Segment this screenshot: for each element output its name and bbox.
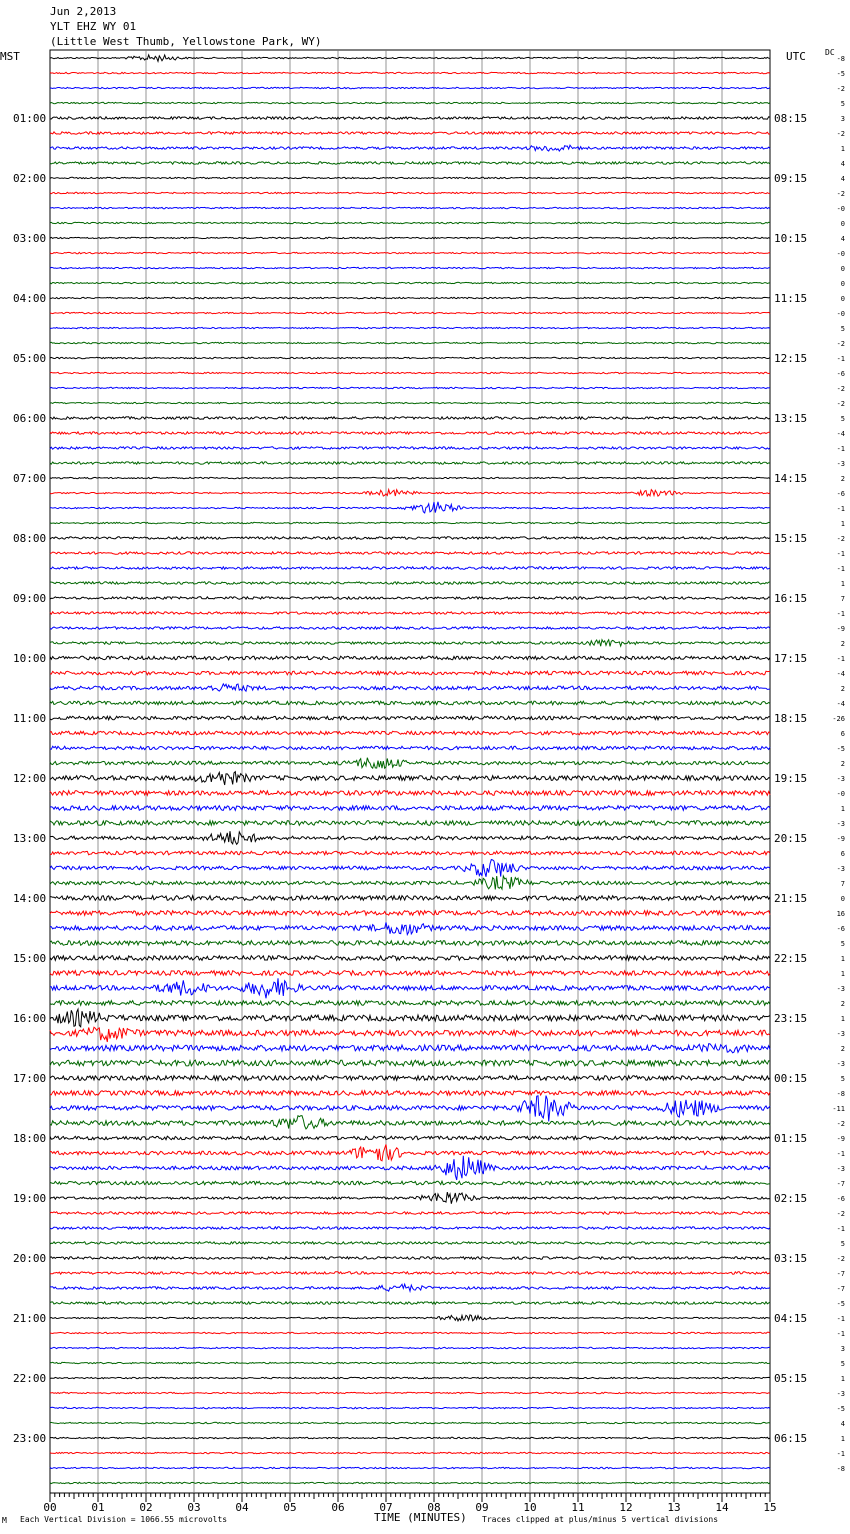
trace-line: [50, 342, 770, 343]
trace-line: [50, 1181, 770, 1185]
x-tick-label: 12: [619, 1501, 633, 1514]
trace-line: [50, 831, 770, 844]
dc-offset-label: -1: [836, 610, 845, 618]
dc-offset-label: 7: [840, 880, 845, 888]
x-tick-label: 03: [187, 1501, 201, 1514]
dc-offset-label: 0: [840, 895, 845, 903]
dc-offset-label: -1: [836, 565, 845, 573]
dc-offset-label: -3: [836, 1060, 845, 1068]
dc-offset-label: 5: [840, 415, 845, 423]
dc-offset-label: 4: [840, 160, 845, 168]
trace-line: [50, 327, 770, 328]
dc-offset-label: 1: [840, 805, 845, 813]
left-hour-label: 18:00: [13, 1132, 47, 1145]
dc-offset-label: -0: [836, 205, 845, 213]
left-hour-label: 15:00: [13, 952, 47, 965]
trace-line: [50, 1227, 770, 1229]
trace-line: [50, 552, 770, 554]
dc-offset-label: -5: [836, 745, 845, 753]
dc-offset-label: -3: [836, 1030, 845, 1038]
dc-offset-label: -3: [836, 460, 845, 468]
left-hour-label: 21:00: [13, 1312, 47, 1325]
dc-offset-label: -7: [836, 1180, 845, 1188]
dc-offset-label: -0: [836, 310, 845, 318]
dc-offset-label: -1: [836, 1315, 845, 1323]
trace-line: [50, 860, 770, 877]
right-hour-label: 20:15: [774, 832, 808, 845]
dc-offset-label: 3: [840, 115, 845, 123]
dc-offset-label: -8: [836, 1090, 845, 1098]
trace-line: [50, 612, 770, 614]
dc-offset-label: 0: [840, 295, 845, 303]
dc-offset-label: -1: [836, 445, 845, 453]
dc-offset-label: 3: [840, 1345, 845, 1353]
trace-line: [50, 490, 770, 497]
dc-offset-label: -11: [832, 1105, 845, 1113]
x-tick-label: 09: [475, 1501, 489, 1514]
trace-line: [50, 656, 770, 660]
trace-line: [50, 87, 770, 88]
trace-line: [50, 597, 770, 599]
dc-offset-label: 6: [840, 850, 845, 858]
dc-offset-label: -2: [836, 340, 845, 348]
x-tick-label: 06: [331, 1501, 345, 1514]
right-hour-label: 03:15: [774, 1252, 808, 1265]
dc-label: DC: [825, 48, 835, 57]
trace-line: [50, 1156, 770, 1180]
trace-line: [50, 1044, 770, 1053]
dc-offset-label: -4: [836, 700, 845, 708]
left-hour-label: 23:00: [13, 1432, 47, 1445]
right-hour-label: 01:15: [774, 1132, 808, 1145]
dc-offset-label: -6: [836, 370, 845, 378]
x-tick-label: 05: [283, 1501, 297, 1514]
left-hour-label: 14:00: [13, 892, 47, 905]
right-hour-label: 08:15: [774, 112, 808, 125]
dc-offset-label: -2: [836, 190, 845, 198]
trace-line: [50, 1212, 770, 1214]
dc-offset-label: -2: [836, 535, 845, 543]
dc-offset-label: -1: [836, 1225, 845, 1233]
dc-offset-label: -1: [836, 1330, 845, 1338]
trace-line: [50, 1001, 770, 1006]
dc-offset-label: 0: [840, 280, 845, 288]
left-hour-label: 17:00: [13, 1072, 47, 1085]
right-hour-label: 00:15: [774, 1072, 808, 1085]
dc-offset-label: -9: [836, 625, 845, 633]
trace-line: [50, 640, 770, 647]
dc-offset-label: -4: [836, 670, 845, 678]
x-tick-label: 10: [523, 1501, 537, 1514]
trace-line: [50, 978, 770, 998]
dc-offset-label: -1: [836, 1150, 845, 1158]
left-hour-label: 12:00: [13, 772, 47, 785]
scale-note: Each Vertical Division = 1066.55 microvolts: [20, 1515, 228, 1524]
dc-offset-label: -8: [836, 55, 845, 63]
header-date: Jun 2,2013: [50, 5, 117, 18]
trace-line: [50, 1272, 770, 1274]
left-hour-label: 05:00: [13, 352, 47, 365]
dc-offset-label: -0: [836, 790, 845, 798]
trace-line: [50, 1362, 770, 1363]
dc-offset-label: -0: [836, 250, 845, 258]
trace-line: [50, 1257, 770, 1259]
dc-offset-label: -3: [836, 865, 845, 873]
right-hour-label: 14:15: [774, 472, 808, 485]
dc-offset-label: 2: [840, 1045, 845, 1053]
x-tick-label: 01: [91, 1501, 105, 1514]
dc-offset-label: -8: [836, 1465, 845, 1473]
trace-line: [50, 1302, 770, 1304]
dc-offset-label: -6: [836, 1195, 845, 1203]
trace-line: [50, 477, 770, 478]
dc-offset-label: 7: [840, 595, 845, 603]
dc-offset-label: -2: [836, 385, 845, 393]
trace-line: [50, 1136, 770, 1140]
left-hour-label: 08:00: [13, 532, 47, 545]
dc-offset-label: 1: [840, 145, 845, 153]
trace-line: [50, 1482, 770, 1483]
trace-line: [50, 896, 770, 901]
trace-line: [50, 1144, 770, 1160]
trace-line: [50, 1060, 770, 1066]
trace-line: [50, 145, 770, 151]
trace-line: [50, 1242, 770, 1244]
dc-offset-label: 0: [840, 220, 845, 228]
left-hour-label: 07:00: [13, 472, 47, 485]
dc-offset-label: 0: [840, 265, 845, 273]
x-tick-label: 14: [715, 1501, 729, 1514]
trace-line: [50, 746, 770, 750]
trace-line: [50, 821, 770, 826]
trace-line: [50, 758, 770, 769]
trace-line: [50, 1422, 770, 1423]
dc-offset-label: 1: [840, 1375, 845, 1383]
dc-offset-label: 6: [840, 730, 845, 738]
left-hour-label: 10:00: [13, 652, 47, 665]
dc-offset-label: 5: [840, 1360, 845, 1368]
dc-offset-label: 1: [840, 1435, 845, 1443]
dc-offset-label: -6: [836, 925, 845, 933]
dc-offset-label: -3: [836, 775, 845, 783]
dc-offset-label: -5: [836, 1300, 845, 1308]
trace-line: [50, 684, 770, 691]
dc-offset-label: -2: [836, 85, 845, 93]
dc-offset-label: 4: [840, 235, 845, 243]
dc-offset-label: -5: [836, 1405, 845, 1413]
trace-line: [50, 102, 770, 103]
trace-line: [50, 627, 770, 629]
trace-line: [50, 941, 770, 946]
x-tick-label: 08: [427, 1501, 441, 1514]
trace-line: [50, 971, 770, 976]
dc-offset-label: 1: [840, 955, 845, 963]
dc-offset-label: 2: [840, 760, 845, 768]
x-tick-label: 02: [139, 1501, 153, 1514]
dc-offset-label: -1: [836, 505, 845, 513]
right-hour-label: 21:15: [774, 892, 808, 905]
trace-line: [50, 1284, 770, 1291]
trace-line: [50, 502, 770, 513]
trace-line: [50, 237, 770, 238]
dc-offset-label: -5: [836, 70, 845, 78]
x-tick-label: 13: [667, 1501, 681, 1514]
dc-offset-label: -7: [836, 1285, 845, 1293]
dc-offset-label: -4: [836, 430, 845, 438]
x-tick-label: 15: [763, 1501, 777, 1514]
trace-line: [50, 1332, 770, 1333]
right-hour-label: 10:15: [774, 232, 808, 245]
trace-line: [50, 162, 770, 164]
trace-line: [50, 1091, 770, 1096]
dc-offset-label: 16: [836, 910, 845, 918]
trace-line: [50, 537, 770, 539]
left-hour-label: 16:00: [13, 1012, 47, 1025]
dc-offset-label: 2: [840, 1000, 845, 1008]
left-hour-label: 02:00: [13, 172, 47, 185]
header-station: YLT EHZ WY 01: [50, 20, 137, 33]
dc-offset-label: -1: [836, 550, 845, 558]
trace-line: [50, 132, 770, 134]
dc-offset-label: 5: [840, 1240, 845, 1248]
left-hour-label: 20:00: [13, 1252, 47, 1265]
trace-line: [50, 1392, 770, 1393]
trace-line: [50, 716, 770, 720]
right-hour-label: 13:15: [774, 412, 808, 425]
dc-offset-label: 1: [840, 970, 845, 978]
trace-line: [50, 312, 770, 313]
dc-offset-label: 5: [840, 1075, 845, 1083]
trace-line: [50, 772, 770, 785]
left-hour-label: 22:00: [13, 1372, 47, 1385]
trace-line: [50, 417, 770, 419]
trace-line: [50, 402, 770, 403]
left-hour-label: 06:00: [13, 412, 47, 425]
dc-offset-label: -9: [836, 835, 845, 843]
trace-line: [50, 1116, 770, 1129]
right-hour-label: 19:15: [774, 772, 808, 785]
right-hour-label: 22:15: [774, 952, 808, 965]
trace-line: [50, 1407, 770, 1408]
left-hour-label: 01:00: [13, 112, 47, 125]
trace-line: [50, 567, 770, 569]
dc-offset-label: -2: [836, 1120, 845, 1128]
trace-line: [50, 851, 770, 855]
trace-line: [50, 72, 770, 73]
dc-offset-label: 5: [840, 325, 845, 333]
trace-line: [50, 671, 770, 675]
x-tick-label: 04: [235, 1501, 249, 1514]
x-tick-label: 11: [571, 1501, 585, 1514]
trace-line: [50, 192, 770, 193]
left-hour-label: 03:00: [13, 232, 47, 245]
dc-offset-label: -3: [836, 820, 845, 828]
right-hour-label: 09:15: [774, 172, 808, 185]
x-axis-title: TIME (MINUTES): [374, 1511, 467, 1524]
dc-offset-label: 1: [840, 1015, 845, 1023]
trace-line: [50, 1467, 770, 1468]
dc-offset-label: -3: [836, 985, 845, 993]
trace-line: [50, 207, 770, 208]
trace-line: [50, 55, 770, 61]
dc-offset-label: 2: [840, 475, 845, 483]
trace-line: [50, 177, 770, 178]
trace-line: [50, 522, 770, 523]
left-timezone-label: MST: [0, 50, 20, 63]
dc-offset-label: -1: [836, 1450, 845, 1458]
trace-line: [50, 282, 770, 283]
trace-line: [50, 222, 770, 223]
left-hour-label: 11:00: [13, 712, 47, 725]
trace-line: [50, 432, 770, 434]
dc-offset-label: 1: [840, 520, 845, 528]
dc-offset-label: -3: [836, 1390, 845, 1398]
right-hour-label: 04:15: [774, 1312, 808, 1325]
left-hour-label: 19:00: [13, 1192, 47, 1205]
trace-line: [50, 117, 770, 119]
trace-line: [50, 731, 770, 735]
right-timezone-label: UTC: [786, 50, 806, 63]
right-hour-label: 05:15: [774, 1372, 808, 1385]
trace-line: [50, 956, 770, 961]
trace-line: [50, 357, 770, 358]
trace-line: [50, 1009, 770, 1027]
dc-offset-label: -1: [836, 655, 845, 663]
clip-note: Traces clipped at plus/minus 5 vertical divisions: [482, 1515, 719, 1524]
dc-offset-label: -2: [836, 1210, 845, 1218]
dc-offset-label: -1: [836, 355, 845, 363]
trace-line: [50, 297, 770, 298]
right-hour-label: 23:15: [774, 1012, 808, 1025]
x-tick-label: 00: [43, 1501, 57, 1514]
dc-offset-label: -3: [836, 1165, 845, 1173]
dc-offset-label: -2: [836, 130, 845, 138]
right-hour-label: 11:15: [774, 292, 808, 305]
trace-line: [50, 447, 770, 449]
trace-line: [50, 1096, 770, 1122]
right-hour-label: 17:15: [774, 652, 808, 665]
dc-offset-label: 2: [840, 685, 845, 693]
left-hour-label: 09:00: [13, 592, 47, 605]
plot-frame: [50, 50, 770, 1493]
trace-line: [50, 1076, 770, 1081]
dc-offset-label: 1: [840, 580, 845, 588]
dc-offset-label: -2: [836, 400, 845, 408]
left-hour-label: 04:00: [13, 292, 47, 305]
trace-line: [50, 922, 770, 934]
dc-offset-label: 5: [840, 940, 845, 948]
trace-line: [50, 791, 770, 796]
dc-offset-label: -6: [836, 490, 845, 498]
dc-offset-label: 5: [840, 100, 845, 108]
trace-line: [50, 1452, 770, 1453]
trace-line: [50, 582, 770, 584]
right-hour-label: 15:15: [774, 532, 808, 545]
corner-mark: M: [2, 1516, 7, 1525]
dc-offset-label: 2: [840, 640, 845, 648]
trace-line: [50, 1315, 770, 1321]
dc-offset-label: -26: [832, 715, 845, 723]
right-hour-label: 12:15: [774, 352, 808, 365]
dc-offset-label: 4: [840, 175, 845, 183]
trace-line: [50, 1347, 770, 1348]
trace-line: [50, 372, 770, 373]
right-hour-label: 18:15: [774, 712, 808, 725]
trace-line: [50, 267, 770, 268]
trace-line: [50, 806, 770, 811]
dc-offset-label: -2: [836, 1255, 845, 1263]
header-location: (Little West Thumb, Yellowstone Park, WY): [50, 35, 322, 48]
trace-line: [50, 701, 770, 705]
trace-line: [50, 1377, 770, 1378]
x-tick-label: 07: [379, 1501, 393, 1514]
dc-offset-label: -7: [836, 1270, 845, 1278]
right-hour-label: 06:15: [774, 1432, 808, 1445]
trace-line: [50, 387, 770, 388]
trace-line: [50, 1437, 770, 1438]
trace-line: [50, 876, 770, 889]
trace-line: [50, 911, 770, 916]
trace-line: [50, 462, 770, 464]
dc-offset-label: 4: [840, 1420, 845, 1428]
right-hour-label: 02:15: [774, 1192, 808, 1205]
right-hour-label: 16:15: [774, 592, 808, 605]
trace-line: [50, 1192, 770, 1204]
trace-line: [50, 1027, 770, 1042]
dc-offset-label: -9: [836, 1135, 845, 1143]
trace-line: [50, 252, 770, 253]
left-hour-label: 13:00: [13, 832, 47, 845]
